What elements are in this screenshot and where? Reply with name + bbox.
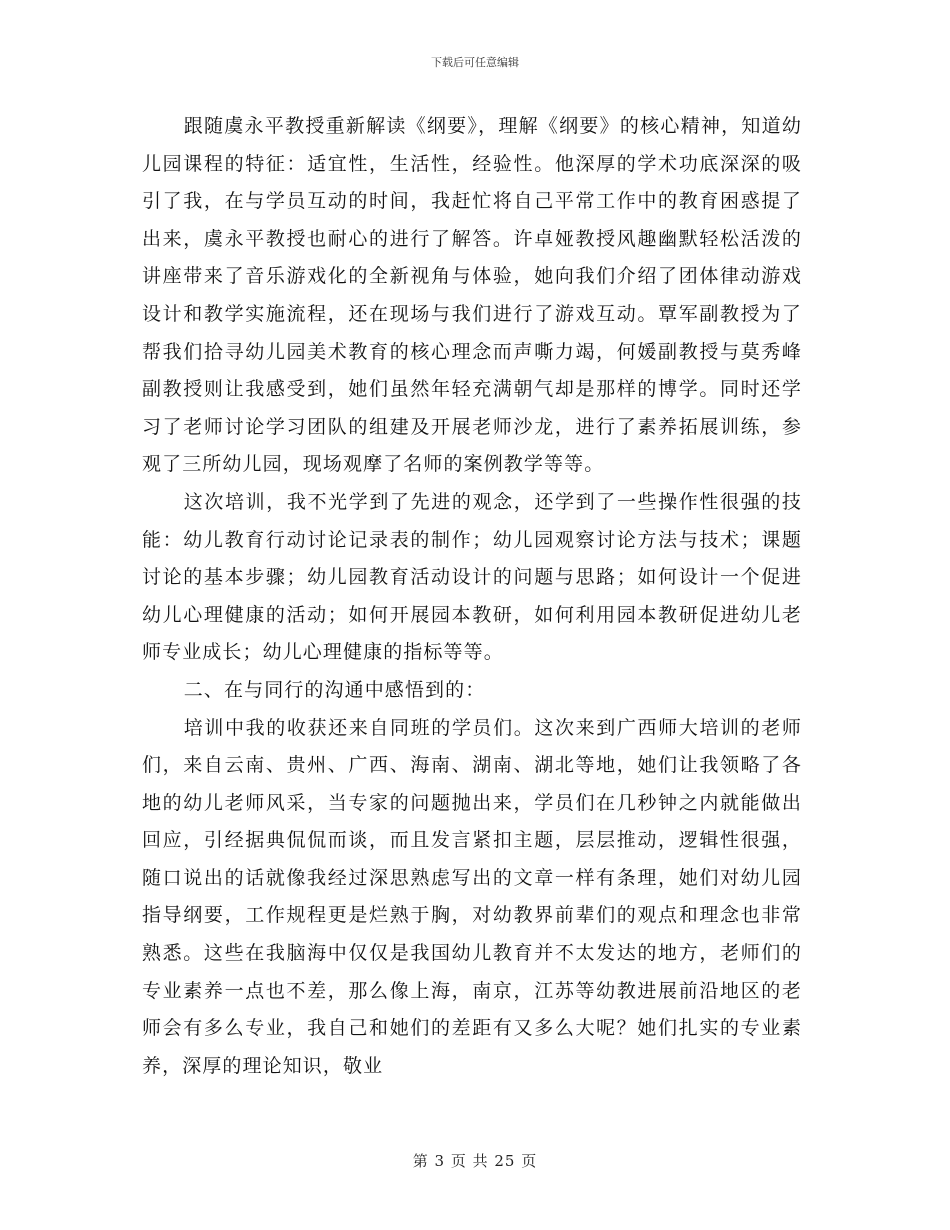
paragraph: 这次培训，我不光学到了先进的观念，还学到了一些操作性很强的技能：幼儿教育行动讨论记录表的制作；幼儿园观察讨论方法与技术；课题讨论的基本步骤；幼儿园教育活动设计的问题与思路；如何设计一个促进幼儿心理健康的活动；如何开展园本教研，如何利用园本教研促进幼儿老师专业成长；幼儿心理健康的指标等等。 [142, 490, 802, 664]
section-heading: 二、在与同行的沟通中感悟到的： [183, 678, 486, 701]
paragraph: 培训中我的收获还来自同班的学员们。这次来到广西师大培训的老师们，来自云南、贵州、广西、海南、湖南、湖北等地，她们让我领略了各地的幼儿老师风采，当专家的问题抛出来，学员们在几秒钟之内就能做出回应，引经据典侃侃而谈，而且发言紧扣主题，层层推动，逻辑性很强，随口说出的话就像我经过深思熟虑写出的文章一样有条理，她们对幼儿园指导纲要，工作规程更是烂熟于胸，对幼教界前辈们的观点和理念也非常熟悉。这些在我脑海中仅仅是我国幼儿教育并不太发达的地方，老师们的专业素养一点也不差，那么像上海，南京，江苏等幼教进展前沿地区的老师会有多么专业，我自己和她们的差距有又多么大呢？她们扎实的专业素养，深厚的理论知识，敬业 [142, 716, 802, 1077]
page-header: 下载后可任意编辑 [431, 56, 519, 69]
paragraph: 跟随虞永平教授重新解读《纲要》，理解《纲要》的核心精神，知道幼儿园课程的特征：适宜性，生活性，经验性。他深厚的学术功底深深的吸引了我，在与学员互动的时间，我赶忙将自己平常工作中的教育困惑提了出来，虞永平教授也耐心的进行了解答。许卓娅教授风趣幽默轻松活泼的讲座带来了音乐游戏化的全新视角与体验，她向我们介绍了团体律动游戏设计和教学实施流程，还在现场与我们进行了游戏互动。覃军副教授为了帮我们拾寻幼儿园美术教育的核心理念而声嘶力竭，何媛副教授与莫秀峰副教授则让我感受到，她们虽然年轻充满朝气却是那样的博学。同时还学习了老师讨论学习团队的组建及开展老师沙龙，进行了素养拓展训练，参观了三所幼儿园，现场观摩了名师的案例教学等等。 [142, 115, 802, 476]
document-body [142, 108, 802, 1085]
page-number-footer: 第 3 页 共 25 页 [412, 1152, 538, 1170]
